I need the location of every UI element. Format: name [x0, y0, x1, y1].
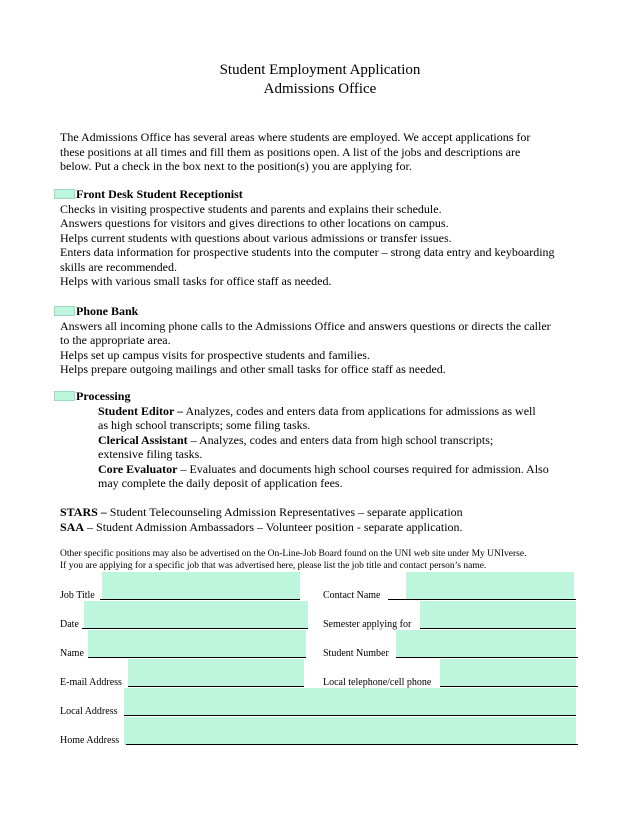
front-desk-line: Checks in visiting prospective students and parents and explains their schedule.	[60, 201, 442, 216]
name-underline	[88, 657, 306, 658]
email-underline	[128, 686, 304, 687]
core-evaluator-desc2: may complete the daily deposit of application fees.	[98, 476, 343, 490]
job-title-input[interactable]	[102, 572, 300, 600]
phone-input[interactable]	[440, 659, 576, 687]
contact-name-input[interactable]	[406, 572, 574, 600]
processing-section	[60, 389, 549, 491]
phone-bank-line: to the appropriate area.	[60, 333, 171, 347]
semester-input[interactable]	[420, 601, 576, 629]
stars-line	[60, 505, 463, 520]
name-input[interactable]	[88, 630, 306, 658]
core-evaluator-line	[60, 462, 549, 477]
home-address-underline	[126, 744, 578, 745]
front-desk-line: Helps with various small tasks for office staff as needed.	[60, 274, 332, 288]
front-desk-line: Answers questions for visitors and gives directions to other locations on campus.	[60, 216, 449, 230]
intro-line: below. Put a check in the box next to the position(s) you are applying for.	[60, 159, 412, 173]
date-underline	[82, 628, 308, 629]
home-address-input[interactable]	[124, 717, 576, 745]
phone-bank-line: Helps set up campus visits for prospective students and families.	[60, 347, 370, 362]
saa-name: SAA	[60, 519, 85, 534]
page-subtitle: Admissions Office	[263, 81, 377, 97]
page-title: Student Employment Application	[219, 62, 421, 78]
date-label: Date	[60, 619, 79, 630]
clerical-assistant-desc: – Analyzes, codes and enters data from high school transcripts;	[187, 432, 494, 447]
saa-line	[60, 520, 463, 535]
front-desk-line: skills are recommended.	[60, 259, 177, 274]
front-desk-line: Helps current students with questions about various admissions or transfer issues.	[60, 230, 452, 245]
phone-bank-section	[60, 304, 551, 377]
intro-line: The Admissions Office has several areas where students are employed. We accept applications for	[60, 130, 531, 144]
student-editor-desc2: as high school transcripts; some filing tasks.	[98, 418, 311, 432]
job-title-underline	[100, 599, 300, 600]
student-number-label: Student Number	[323, 648, 389, 659]
core-evaluator-desc: – Evaluates and documents high school courses required for admission. Also	[177, 461, 549, 476]
email-label: E-mail Address	[60, 677, 122, 688]
phone-label: Local telephone/cell phone	[323, 677, 432, 688]
core-evaluator-name: Core Evaluator	[98, 461, 178, 476]
front-desk-title: Front Desk Student Receptionist	[76, 187, 243, 201]
contact-name-label: Contact Name	[323, 590, 381, 601]
semester-label: Semester applying for	[323, 619, 412, 630]
processing-title: Processing	[76, 389, 131, 403]
phone-bank-line: Answers all incoming phone calls to the Admissions Office and answers questions or directs the caller	[60, 318, 551, 333]
stars-name: STARS –	[60, 505, 107, 519]
clerical-assistant-name: Clerical Assistant	[98, 432, 188, 447]
local-address-underline	[124, 715, 576, 716]
intro-paragraph	[60, 130, 530, 174]
semester-underline	[420, 628, 576, 629]
other-programs	[60, 505, 463, 534]
stars-desc: Student Telecounseling Admission Representatives – separate application	[106, 505, 463, 519]
student-editor-line	[60, 404, 549, 419]
student-number-input[interactable]	[396, 630, 576, 658]
contact-name-underline	[388, 599, 576, 600]
phone-underline	[440, 686, 578, 687]
clerical-assistant-desc2: extensive filing tasks.	[98, 447, 203, 461]
phone-bank-title: Phone Bank	[76, 304, 139, 318]
note-line: If you are applying for a specific job that was advertised here, please list the job title and contact person’s name.	[60, 561, 487, 571]
home-address-label: Home Address	[60, 735, 120, 746]
student-editor-desc: Analyzes, codes and enters data from applications for admissions as well	[183, 403, 536, 418]
local-address-label: Local Address	[60, 706, 118, 717]
front-desk-line: Enters data information for prospective students into the computer – strong data entry and keyboarding	[60, 245, 555, 259]
clerical-assistant-line	[60, 433, 549, 448]
student-editor-name: Student Editor –	[98, 403, 184, 418]
date-input[interactable]	[84, 601, 308, 629]
intro-line: these positions at all times and fill them as positions open. A list of the jobs and descriptions are	[60, 144, 521, 159]
student-number-underline	[396, 657, 578, 658]
phone-bank-line: Helps prepare outgoing mailings and other small tasks for office staff as needed.	[60, 362, 446, 376]
job-title-label: Job Title	[60, 590, 95, 601]
email-input[interactable]	[128, 659, 304, 687]
front-desk-section	[60, 187, 555, 289]
saa-desc: – Student Admission Ambassadors – Volunteer position - separate application.	[84, 519, 463, 534]
note-line: Other specific positions may also be advertised on the On-Line-Job Board found on the UNI web site under My UNIverse.	[60, 549, 527, 559]
local-address-input[interactable]	[124, 688, 576, 716]
name-label: Name	[60, 648, 84, 659]
